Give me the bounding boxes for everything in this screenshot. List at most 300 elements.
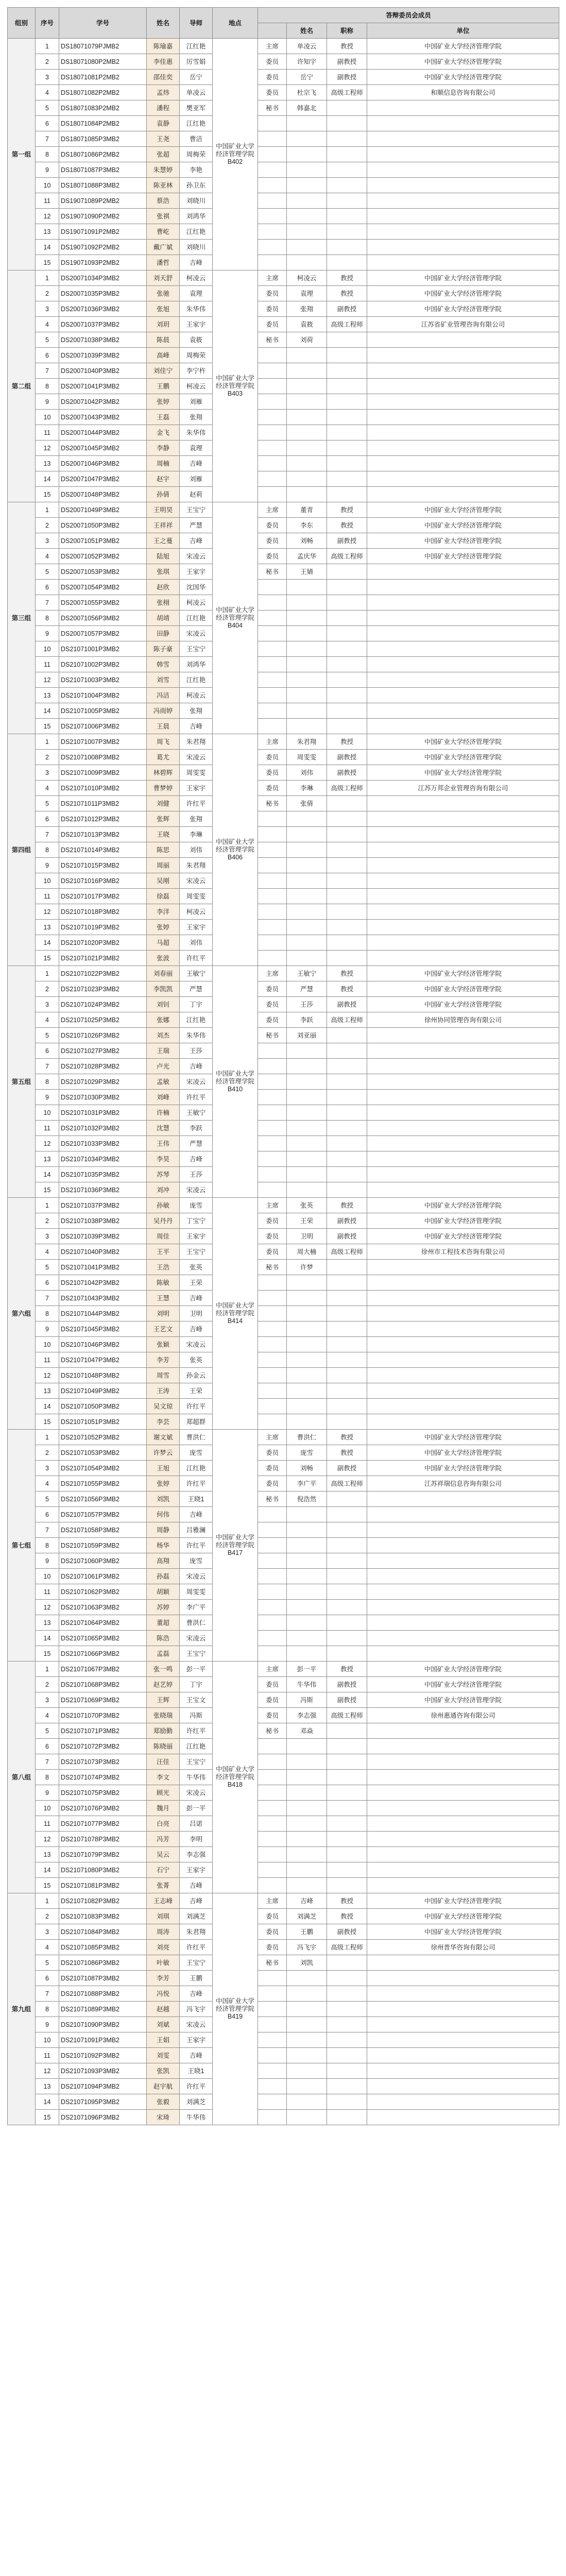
committee-unit-cell — [367, 1600, 559, 1615]
committee-unit-cell — [367, 703, 559, 719]
committee-role-cell — [258, 255, 287, 270]
committee-title-cell: 高级工程师 — [327, 1476, 367, 1492]
advisor-cell: 朱君翔 — [180, 734, 213, 750]
table-row — [8, 873, 559, 889]
advisor-cell: 王家宇 — [180, 1862, 213, 1878]
committee-unit-cell: 中国矿业大学经济管理学院 — [367, 1430, 559, 1445]
seq-cell: 14 — [36, 703, 59, 719]
student-name-cell: 石宁 — [147, 1862, 180, 1878]
table-row — [8, 1167, 559, 1182]
committee-role-cell — [258, 920, 287, 935]
student-id-cell: DS21071026P3MB2 — [59, 1028, 147, 1043]
committee-unit-cell — [367, 580, 559, 595]
committee-role-cell: 秘书 — [258, 1028, 287, 1043]
seq-cell: 15 — [36, 2110, 59, 2125]
seq-cell: 7 — [36, 1986, 59, 2002]
advisor-cell: 柯凌云 — [180, 595, 213, 611]
committee-title-cell — [327, 2032, 367, 2048]
committee-unit-cell — [367, 2032, 559, 2048]
advisor-cell: 王荣 — [180, 1383, 213, 1399]
committee-name-cell: 袁理 — [287, 286, 327, 301]
committee-role-cell — [258, 2110, 287, 2125]
student-id-cell: DS21071023P3MB2 — [59, 981, 147, 997]
student-id-cell: DS20071041P3MB2 — [59, 379, 147, 394]
committee-title-cell — [327, 1399, 367, 1414]
committee-title-cell: 副教授 — [327, 765, 367, 781]
student-name-cell: 孙磊 — [147, 1569, 180, 1584]
committee-name-cell: 许知宇 — [287, 54, 327, 70]
advisor-cell: 冯飞宇 — [180, 2002, 213, 2017]
student-id-cell: DS21071029P3MB2 — [59, 1074, 147, 1090]
committee-name-cell — [287, 209, 327, 224]
student-id-cell: DS21071021P3MB2 — [59, 951, 147, 966]
table-row — [8, 224, 559, 240]
committee-role-cell — [258, 162, 287, 178]
committee-name-cell — [287, 1368, 327, 1383]
committee-title-cell: 副教授 — [327, 533, 367, 549]
committee-name-cell: 单凌云 — [287, 39, 327, 54]
committee-title-cell — [327, 1584, 367, 1600]
committee-unit-cell: 徐州惠通咨询有限公司 — [367, 1708, 559, 1723]
committee-title-cell — [327, 657, 367, 672]
advisor-cell: 厉雪娟 — [180, 54, 213, 70]
student-name-cell: 苏琴 — [147, 1167, 180, 1182]
seq-cell: 6 — [36, 1507, 59, 1522]
student-name-cell: 王之蔓 — [147, 533, 180, 549]
committee-unit-cell: 中国矿业大学经济管理学院 — [367, 750, 559, 765]
advisor-cell: 严慧 — [180, 518, 213, 533]
committee-unit-cell: 中国矿业大学经济管理学院 — [367, 997, 559, 1012]
committee-unit-cell — [367, 688, 559, 703]
student-id-cell: DS21071073P3MB2 — [59, 1754, 147, 1770]
seq-cell: 3 — [36, 1692, 59, 1708]
student-name-cell: 高翔 — [147, 1553, 180, 1569]
advisor-cell: 吉峰 — [180, 456, 213, 471]
committee-title-cell — [327, 564, 367, 580]
committee-title-cell — [327, 1816, 367, 1832]
committee-unit-cell — [367, 1754, 559, 1770]
committee-name-cell: 孟庆华 — [287, 549, 327, 564]
committee-title-cell — [327, 1986, 367, 2002]
committee-name-cell — [287, 1167, 327, 1182]
table-row — [8, 1136, 559, 1151]
advisor-cell: 王敏宁 — [180, 1105, 213, 1121]
header-member-unit: 单位 — [367, 23, 559, 39]
committee-name-cell — [287, 1291, 327, 1306]
advisor-cell: 曹洪仁 — [180, 1615, 213, 1631]
committee-role-cell: 委员 — [258, 1012, 287, 1028]
committee-name-cell: 李广平 — [287, 1476, 327, 1492]
committee-unit-cell — [367, 2017, 559, 2032]
student-name-cell: 王祥祥 — [147, 518, 180, 533]
header-committee: 答辩委员会成员 — [258, 8, 559, 23]
committee-unit-cell — [367, 1383, 559, 1399]
advisor-cell: 吉峰 — [180, 1059, 213, 1074]
committee-title-cell — [327, 2017, 367, 2032]
committee-title-cell — [327, 827, 367, 842]
student-id-cell: DS21071095P3MB2 — [59, 2094, 147, 2110]
seq-cell: 12 — [36, 904, 59, 920]
committee-unit-cell — [367, 1291, 559, 1306]
advisor-cell: 李跃 — [180, 1121, 213, 1136]
committee-role-cell — [258, 2094, 287, 2110]
committee-name-cell: 倪浩然 — [287, 1492, 327, 1507]
committee-role-cell — [258, 951, 287, 966]
student-id-cell: DS20071056P3MB2 — [59, 611, 147, 626]
committee-name-cell — [287, 1862, 327, 1878]
committee-title-cell — [327, 1600, 367, 1615]
table-row — [8, 1198, 559, 1213]
committee-role-cell: 委员 — [258, 1924, 287, 1940]
committee-name-cell — [287, 1770, 327, 1785]
seq-cell: 8 — [36, 147, 59, 162]
committee-role-cell: 主席 — [258, 1430, 287, 1445]
committee-name-cell — [287, 889, 327, 904]
seq-cell: 6 — [36, 1971, 59, 1986]
seq-cell: 3 — [36, 997, 59, 1012]
committee-role-cell: 主席 — [258, 39, 287, 54]
table-row — [8, 440, 559, 456]
committee-title-cell: 高级工程师 — [327, 85, 367, 100]
table-row — [8, 1801, 559, 1816]
seq-cell: 1 — [36, 502, 59, 518]
committee-title-cell — [327, 332, 367, 348]
table-row — [8, 348, 559, 363]
advisor-cell: 许红平 — [180, 1940, 213, 1955]
seq-cell: 11 — [36, 1352, 59, 1368]
committee-title-cell: 教授 — [327, 39, 367, 54]
committee-unit-cell: 中国矿业大学经济管理学院 — [367, 1677, 559, 1692]
student-name-cell: 吴文琼 — [147, 1399, 180, 1414]
seq-cell: 8 — [36, 1770, 59, 1785]
committee-unit-cell — [367, 224, 559, 240]
committee-role-cell — [258, 456, 287, 471]
student-id-cell: DS20071038P3MB2 — [59, 332, 147, 348]
advisor-cell: 严慧 — [180, 1136, 213, 1151]
student-id-cell: DS21071010P3MB2 — [59, 781, 147, 796]
advisor-cell: 朱君翔 — [180, 858, 213, 873]
student-id-cell: DS21071027P3MB2 — [59, 1043, 147, 1059]
committee-role-cell: 委员 — [258, 85, 287, 100]
student-id-cell: DS20071046P3MB2 — [59, 456, 147, 471]
committee-name-cell — [287, 487, 327, 502]
seq-cell: 6 — [36, 580, 59, 595]
group-name: 第三组 — [8, 502, 36, 734]
student-name-cell: 陈浩 — [147, 1631, 180, 1646]
committee-name-cell: 袁筱 — [287, 317, 327, 332]
committee-role-cell — [258, 1352, 287, 1368]
committee-role-cell — [258, 2032, 287, 2048]
committee-title-cell — [327, 240, 367, 255]
student-name-cell: 刘杰 — [147, 1028, 180, 1043]
seq-cell: 14 — [36, 1862, 59, 1878]
committee-name-cell — [287, 858, 327, 873]
committee-title-cell: 教授 — [327, 734, 367, 750]
committee-role-cell — [258, 116, 287, 131]
committee-title-cell — [327, 920, 367, 935]
committee-unit-cell — [367, 719, 559, 734]
student-id-cell: DS21071006P3MB2 — [59, 719, 147, 734]
committee-unit-cell: 徐州普华咨询有限公司 — [367, 1940, 559, 1955]
student-name-cell: 冯洁 — [147, 688, 180, 703]
committee-unit-cell — [367, 178, 559, 193]
committee-title-cell — [327, 1414, 367, 1430]
committee-name-cell — [287, 904, 327, 920]
committee-role-cell: 主席 — [258, 1893, 287, 1909]
committee-name-cell: 李志强 — [287, 1708, 327, 1723]
committee-title-cell — [327, 1754, 367, 1770]
committee-name-cell — [287, 2063, 327, 2079]
advisor-cell: 刘伟 — [180, 842, 213, 858]
student-name-cell: 赵宇航 — [147, 2079, 180, 2094]
advisor-cell: 宋凌云 — [180, 1074, 213, 1090]
student-id-cell: DS20071047P3MB2 — [59, 471, 147, 487]
student-name-cell: 李文 — [147, 1770, 180, 1785]
student-name-cell: 陈子豪 — [147, 641, 180, 657]
committee-role-cell — [258, 471, 287, 487]
table-row — [8, 1383, 559, 1399]
student-id-cell: DS19071093P2MB2 — [59, 255, 147, 270]
student-id-cell: DS21071008P3MB2 — [59, 750, 147, 765]
student-id-cell: DS21071013P3MB2 — [59, 827, 147, 842]
student-id-cell: DS21071041P3MB2 — [59, 1260, 147, 1275]
advisor-cell: 孙卫东 — [180, 178, 213, 193]
seq-cell: 13 — [36, 2079, 59, 2094]
committee-unit-cell: 江苏省矿业管理咨询有限公司 — [367, 317, 559, 332]
table-row — [8, 240, 559, 255]
committee-unit-cell: 中国矿业大学经济管理学院 — [367, 70, 559, 85]
committee-unit-cell: 中国矿业大学经济管理学院 — [367, 1924, 559, 1940]
committee-role-cell — [258, 1182, 287, 1198]
committee-name-cell — [287, 1739, 327, 1754]
committee-unit-cell — [367, 1492, 559, 1507]
advisor-cell: 吉峰 — [180, 2048, 213, 2063]
seq-cell: 4 — [36, 1012, 59, 1028]
committee-title-cell — [327, 1337, 367, 1352]
student-id-cell: DS21071038P3MB2 — [59, 1213, 147, 1229]
committee-unit-cell — [367, 100, 559, 116]
table-row — [8, 1182, 559, 1198]
student-id-cell: DS21071009P3MB2 — [59, 765, 147, 781]
committee-role-cell: 主席 — [258, 1662, 287, 1677]
student-name-cell: 冯悦 — [147, 1986, 180, 2002]
student-id-cell: DS21071022P3MB2 — [59, 966, 147, 981]
committee-role-cell — [258, 1507, 287, 1522]
student-id-cell: DS21071011P3MB2 — [59, 796, 147, 811]
table-row — [8, 100, 559, 116]
committee-name-cell: 卫明 — [287, 1229, 327, 1244]
student-name-cell: 刘斌 — [147, 2017, 180, 2032]
seq-cell: 14 — [36, 1167, 59, 1182]
table-row — [8, 518, 559, 533]
table-row — [8, 1569, 559, 1584]
committee-name-cell — [287, 1182, 327, 1198]
committee-title-cell — [327, 1723, 367, 1739]
seq-cell: 6 — [36, 348, 59, 363]
committee-unit-cell — [367, 1986, 559, 2002]
committee-role-cell — [258, 1615, 287, 1631]
committee-role-cell — [258, 1832, 287, 1847]
advisor-cell: 彭一平 — [180, 1662, 213, 1677]
committee-name-cell — [287, 1553, 327, 1569]
committee-unit-cell: 中国矿业大学经济管理学院 — [367, 502, 559, 518]
seq-cell: 10 — [36, 1105, 59, 1121]
committee-unit-cell — [367, 1321, 559, 1337]
advisor-cell: 江红艳 — [180, 1461, 213, 1476]
committee-name-cell — [287, 162, 327, 178]
group-name: 第九组 — [8, 1893, 36, 2125]
student-name-cell: 李静 — [147, 440, 180, 456]
student-name-cell: 张婷 — [147, 920, 180, 935]
advisor-cell: 曹洁 — [180, 131, 213, 147]
advisor-cell: 周雯雯 — [180, 889, 213, 904]
committee-name-cell: 刘满芝 — [287, 1909, 327, 1924]
student-id-cell: DS21071078P3MB2 — [59, 1832, 147, 1847]
seq-cell: 6 — [36, 811, 59, 827]
seq-cell: 12 — [36, 209, 59, 224]
student-id-cell: DS21071057P3MB2 — [59, 1507, 147, 1522]
student-id-cell: DS21071052P3MB2 — [59, 1430, 147, 1445]
seq-cell: 10 — [36, 1337, 59, 1352]
seq-cell: 15 — [36, 719, 59, 734]
student-name-cell: 张毅 — [147, 2094, 180, 2110]
table-row — [8, 1074, 559, 1090]
seq-cell: 10 — [36, 873, 59, 889]
seq-cell: 4 — [36, 317, 59, 332]
seq-cell: 4 — [36, 85, 59, 100]
committee-name-cell — [287, 935, 327, 951]
committee-name-cell — [287, 2048, 327, 2063]
student-id-cell: DS20071052P3MB2 — [59, 549, 147, 564]
committee-title-cell — [327, 703, 367, 719]
student-name-cell: 林碧辉 — [147, 765, 180, 781]
committee-role-cell — [258, 1121, 287, 1136]
table-row — [8, 1940, 559, 1955]
header-seq: 序号 — [36, 8, 59, 39]
table-row — [8, 410, 559, 425]
committee-title-cell — [327, 1847, 367, 1862]
location-cell: 中国矿业大学经济管理学院B403 — [213, 270, 258, 502]
committee-title-cell — [327, 1291, 367, 1306]
student-id-cell: DS21071015P3MB2 — [59, 858, 147, 873]
seq-cell: 3 — [36, 1461, 59, 1476]
committee-unit-cell — [367, 410, 559, 425]
committee-name-cell: 张倩 — [287, 796, 327, 811]
committee-unit-cell — [367, 1414, 559, 1430]
committee-title-cell — [327, 842, 367, 858]
table-row — [8, 1785, 559, 1801]
table-row — [8, 1399, 559, 1414]
committee-role-cell: 委员 — [258, 1461, 287, 1476]
committee-role-cell: 委员 — [258, 1445, 287, 1461]
committee-unit-cell — [367, 564, 559, 580]
seq-cell: 2 — [36, 750, 59, 765]
committee-title-cell — [327, 688, 367, 703]
table-row — [8, 1492, 559, 1507]
seq-cell: 12 — [36, 1832, 59, 1847]
committee-name-cell: 牛华伟 — [287, 1677, 327, 1692]
student-id-cell: DS21071071P3MB2 — [59, 1723, 147, 1739]
advisor-cell: 李明 — [180, 1832, 213, 1847]
student-id-cell: DS21071077P3MB2 — [59, 1816, 147, 1832]
committee-name-cell — [287, 672, 327, 688]
committee-name-cell: 许梦 — [287, 1260, 327, 1275]
advisor-cell: 柯凌云 — [180, 688, 213, 703]
committee-title-cell — [327, 873, 367, 889]
committee-title-cell: 教授 — [327, 1662, 367, 1677]
committee-role-cell — [258, 1383, 287, 1399]
committee-unit-cell — [367, 1399, 559, 1414]
committee-unit-cell — [367, 1971, 559, 1986]
seq-cell: 15 — [36, 1414, 59, 1430]
committee-unit-cell: 中国矿业大学经济管理学院 — [367, 533, 559, 549]
advisor-cell: 彭一平 — [180, 1801, 213, 1816]
committee-name-cell — [287, 1986, 327, 2002]
student-name-cell: 许楠 — [147, 1105, 180, 1121]
table-row — [8, 456, 559, 471]
committee-name-cell — [287, 1785, 327, 1801]
student-id-cell: DS21071056P3MB2 — [59, 1492, 147, 1507]
committee-title-cell: 教授 — [327, 286, 367, 301]
seq-cell: 5 — [36, 1955, 59, 1971]
advisor-cell: 曹洪仁 — [180, 1430, 213, 1445]
committee-unit-cell — [367, 657, 559, 672]
committee-name-cell — [287, 255, 327, 270]
committee-unit-cell — [367, 1801, 559, 1816]
seq-cell: 1 — [36, 39, 59, 54]
student-name-cell: 王磊 — [147, 410, 180, 425]
location-cell: 中国矿业大学经济管理学院B417 — [213, 1430, 258, 1662]
student-name-cell: 张超 — [147, 147, 180, 162]
committee-role-cell — [258, 1167, 287, 1182]
advisor-cell: 刘满芝 — [180, 2094, 213, 2110]
student-name-cell: 许梦云 — [147, 1445, 180, 1461]
advisor-cell: 丁宝宁 — [180, 1213, 213, 1229]
advisor-cell: 王家宇 — [180, 781, 213, 796]
committee-role-cell: 委员 — [258, 1244, 287, 1260]
table-row — [8, 781, 559, 796]
table-row — [8, 209, 559, 224]
committee-role-cell: 秘书 — [258, 796, 287, 811]
committee-title-cell — [327, 951, 367, 966]
student-name-cell: 陈瑜嘉 — [147, 39, 180, 54]
table-row — [8, 1151, 559, 1167]
advisor-cell: 吕诺 — [180, 1816, 213, 1832]
group-name: 第七组 — [8, 1430, 36, 1662]
student-name-cell: 陈思 — [147, 842, 180, 858]
seq-cell: 14 — [36, 2094, 59, 2110]
advisor-cell: 江红艳 — [180, 39, 213, 54]
seq-cell: 13 — [36, 1847, 59, 1862]
student-id-cell: DS21071031P3MB2 — [59, 1105, 147, 1121]
student-name-cell: 韩雪 — [147, 657, 180, 672]
advisor-cell: 刘鸿华 — [180, 657, 213, 672]
committee-title-cell: 副教授 — [327, 1229, 367, 1244]
committee-unit-cell: 江苏祥瑞信息咨询有限公司 — [367, 1476, 559, 1492]
table-row — [8, 811, 559, 827]
seq-cell: 10 — [36, 2032, 59, 2048]
seq-cell: 4 — [36, 1244, 59, 1260]
advisor-cell: 王家宇 — [180, 317, 213, 332]
student-name-cell: 李芳 — [147, 1352, 180, 1368]
table-row — [8, 703, 559, 719]
table-row — [8, 1012, 559, 1028]
student-id-cell: DS21071062P3MB2 — [59, 1584, 147, 1600]
committee-name-cell — [287, 1754, 327, 1770]
committee-title-cell: 高级工程师 — [327, 1244, 367, 1260]
student-id-cell: DS21071048P3MB2 — [59, 1368, 147, 1383]
committee-name-cell — [287, 1352, 327, 1368]
